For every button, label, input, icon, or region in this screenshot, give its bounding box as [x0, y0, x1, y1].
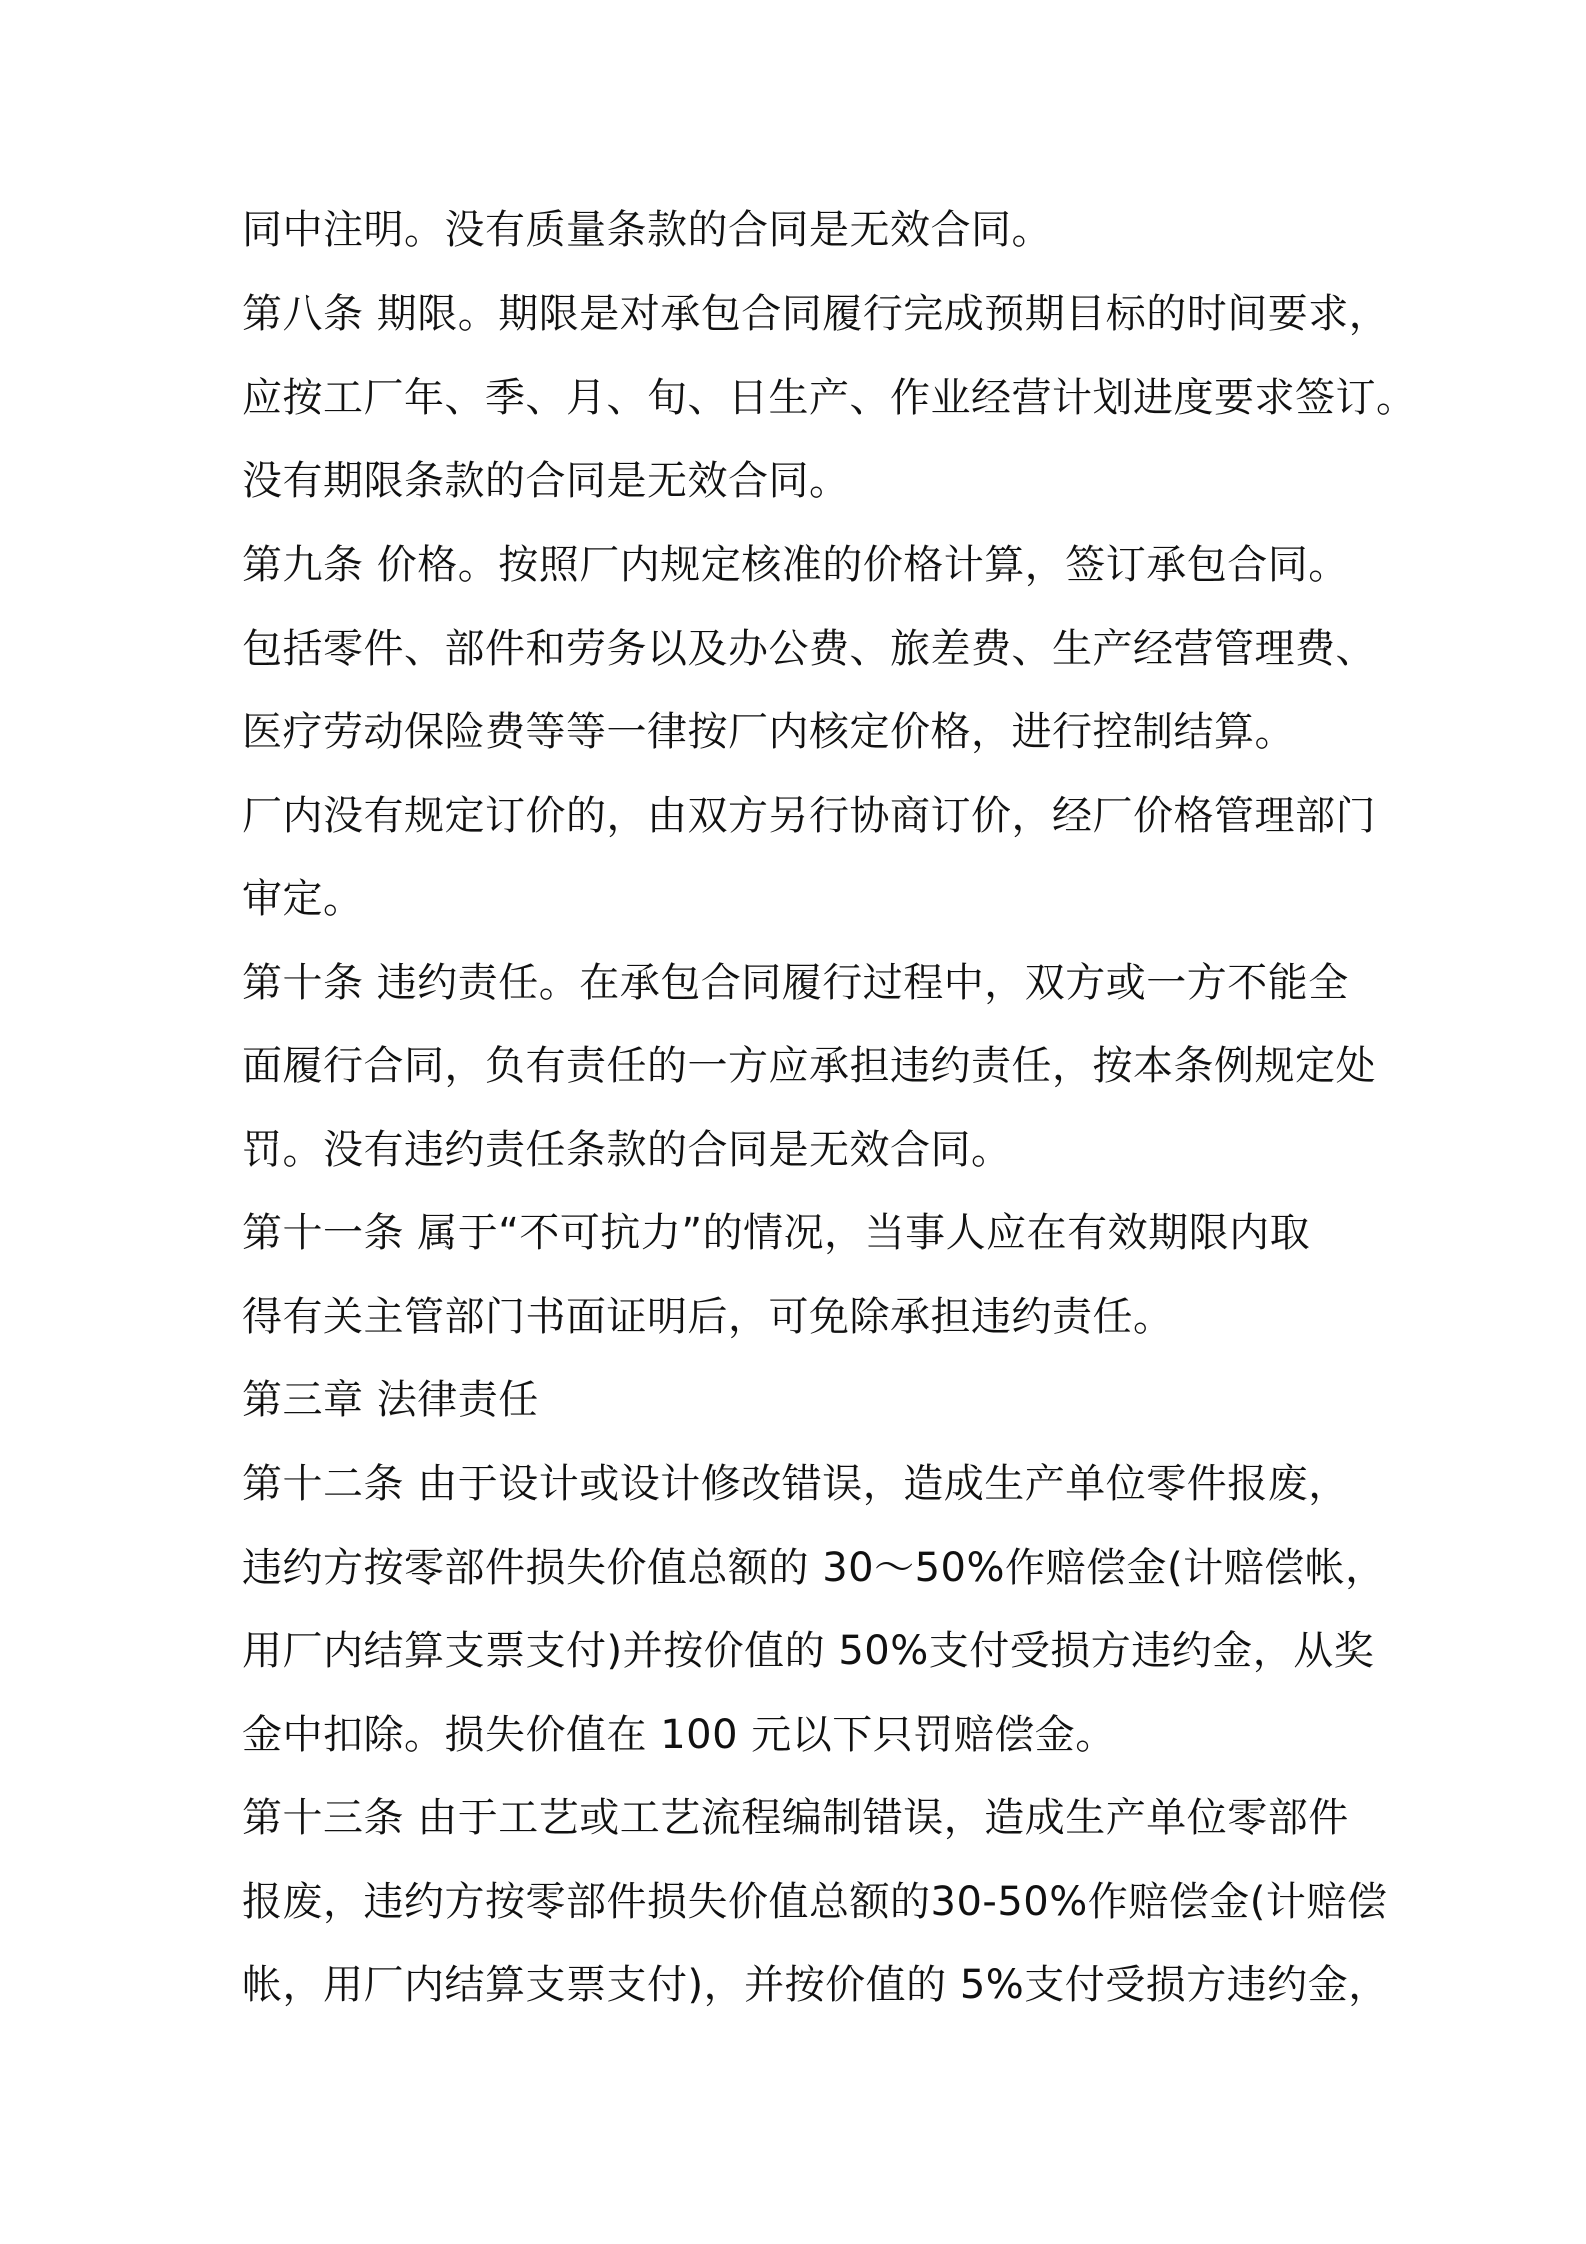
text-line-12: 罚。没有违约责任条款的合同是无效合同。 — [242, 1127, 1012, 1173]
text-line-1: 同中注明。没有质量条款的合同是无效合同。 — [242, 207, 1052, 253]
text-line-14: 得有关主管部门书面证明后，可免除承担违约责任。 — [242, 1294, 1174, 1340]
text-line-19: 金中扣除。损失价值在 100 元以下只罚赔偿金。 — [242, 1712, 1116, 1758]
text-line-11: 面履行合同，负有责任的一方应承担违约责任，按本条例规定处 — [242, 1043, 1376, 1089]
text-line-13: 第十一条 属于“不可抗力”的情况，当事人应在有效期限内取 — [242, 1210, 1311, 1256]
text-line-2: 第八条 期限。期限是对承包合同履行完成预期目标的时间要求， — [242, 291, 1390, 337]
chapter-heading: 第三章 法律责任 — [242, 1377, 539, 1423]
text-line-9: 审定。 — [242, 876, 364, 922]
text-line-16: 第十二条 由于设计或设计修改错误，造成生产单位零件报废， — [242, 1461, 1349, 1507]
text-line-10: 第十条 违约责任。在承包合同履行过程中，双方或一方不能全 — [242, 960, 1349, 1006]
text-line-5: 第九条 价格。按照厂内规定核准的价格计算，签订承包合同。 — [242, 542, 1349, 588]
text-line-8: 厂内没有规定订价的，由双方另行协商订价，经厂价格管理部门 — [242, 793, 1376, 839]
text-line-4: 没有期限条款的合同是无效合同。 — [242, 458, 850, 504]
text-line-21: 报废，违约方按零部件损失价值总额的30-50%作赔偿金(计赔偿 — [242, 1879, 1388, 1925]
text-line-7: 医疗劳动保险费等等一律按厂内核定价格，进行控制结算。 — [242, 709, 1295, 755]
text-line-6: 包括零件、部件和劳务以及办公费、旅差费、生产经营管理费、 — [242, 626, 1376, 672]
text-line-3: 应按工厂年、季、月、旬、日生产、作业经营计划进度要求签订。 — [242, 375, 1417, 421]
text-line-18: 用厂内结算支票支付)并按价值的 50%支付受损方违约金，从奖 — [242, 1628, 1375, 1674]
text-line-17: 违约方按零部件损失价值总额的 30～50%作赔偿金(计赔偿帐， — [242, 1545, 1386, 1591]
text-line-20: 第十三条 由于工艺或工艺流程编制错误，造成生产单位零部件 — [242, 1795, 1349, 1841]
text-line-22: 帐，用厂内结算支票支付)，并按价值的 5%支付受损方违约金， — [242, 1962, 1389, 2008]
